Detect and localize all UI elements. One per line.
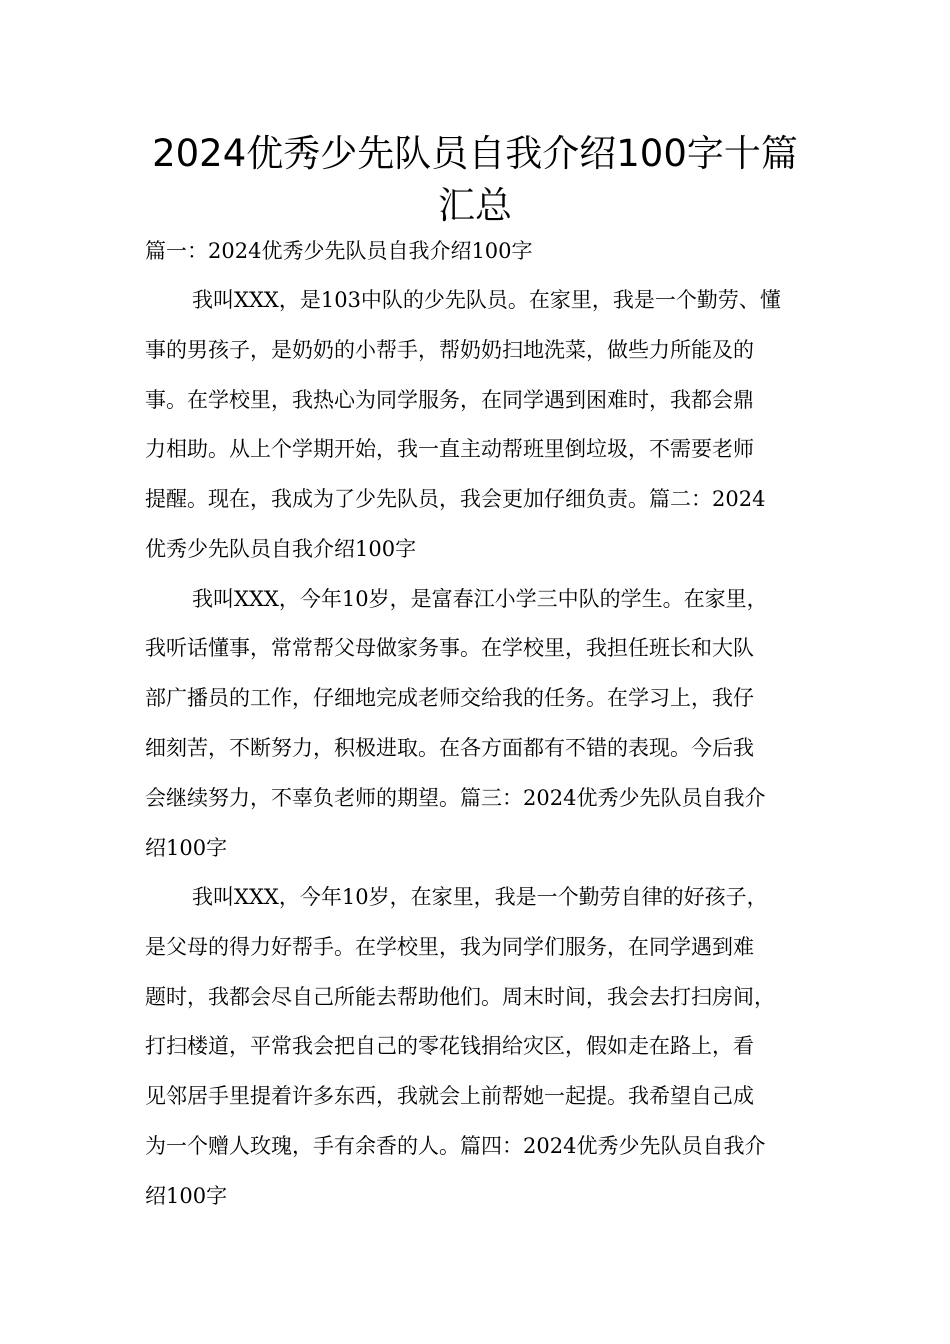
section-heading: 篇一：2024优秀少先队员自我介绍100字 — [145, 239, 533, 263]
paragraph-line: 会继续努力，不辜负老师的期望。篇三：2024优秀少先队员自我介 — [145, 786, 766, 810]
paragraph-line: 绍100字 — [145, 836, 228, 860]
paragraph-line: 我听话懂事，常常帮父母做家务事。在学校里，我担任班长和大队 — [145, 636, 754, 660]
paragraph-line: 绍100字 — [145, 1184, 228, 1208]
paragraph-line: 见邻居手里提着许多东西，我就会上前帮她一起提。我希望自己成 — [145, 1084, 754, 1108]
paragraph-line: 细刻苦，不断努力，积极进取。在各方面都有不错的表现。今后我 — [145, 736, 754, 760]
paragraph-line: 事的男孩子，是奶奶的小帮手，帮奶奶扫地洗菜，做些力所能及的 — [145, 338, 754, 362]
document-title-line: 汇总 — [438, 184, 512, 227]
paragraph-line: 是父母的得力好帮手。在学校里，我为同学们服务，在同学遇到难 — [145, 935, 754, 959]
paragraph-line: 打扫楼道，平常我会把自己的零花钱捐给灾区，假如走在路上，看 — [145, 1034, 754, 1058]
paragraph-line: 题时，我都会尽自己所能去帮助他们。周末时间，我会去打扫房间， — [145, 985, 775, 1009]
paragraph-line: 我叫XXX，是103中队的少先队员。在家里，我是一个勤劳、懂 — [192, 288, 781, 312]
paragraph-line: 我叫XXX，今年10岁，是富春江小学三中队的学生。在家里， — [192, 587, 768, 611]
document-title — [140, 128, 810, 232]
paragraph-line: 部广播员的工作，仔细地完成老师交给我的任务。在学习上，我仔 — [145, 686, 754, 710]
document-title-line: 2024优秀少先队员自我介绍100字十篇 — [152, 132, 798, 175]
paragraph-line: 事。在学校里，我热心为同学服务，在同学遇到困难时，我都会鼎 — [145, 388, 754, 412]
paragraph-line: 优秀少先队员自我介绍100字 — [145, 537, 417, 561]
paragraph-line: 我叫XXX，今年10岁，在家里，我是一个勤劳自律的好孩子， — [192, 885, 768, 909]
paragraph-line: 为一个赠人玫瑰，手有余香的人。篇四：2024优秀少先队员自我介 — [145, 1134, 766, 1158]
paragraph-line: 力相助。从上个学期开始，我一直主动帮班里倒垃圾，不需要老师 — [145, 437, 754, 461]
paragraph-line: 提醒。现在，我成为了少先队员，我会更加仔细负责。篇二：2024 — [145, 487, 766, 511]
